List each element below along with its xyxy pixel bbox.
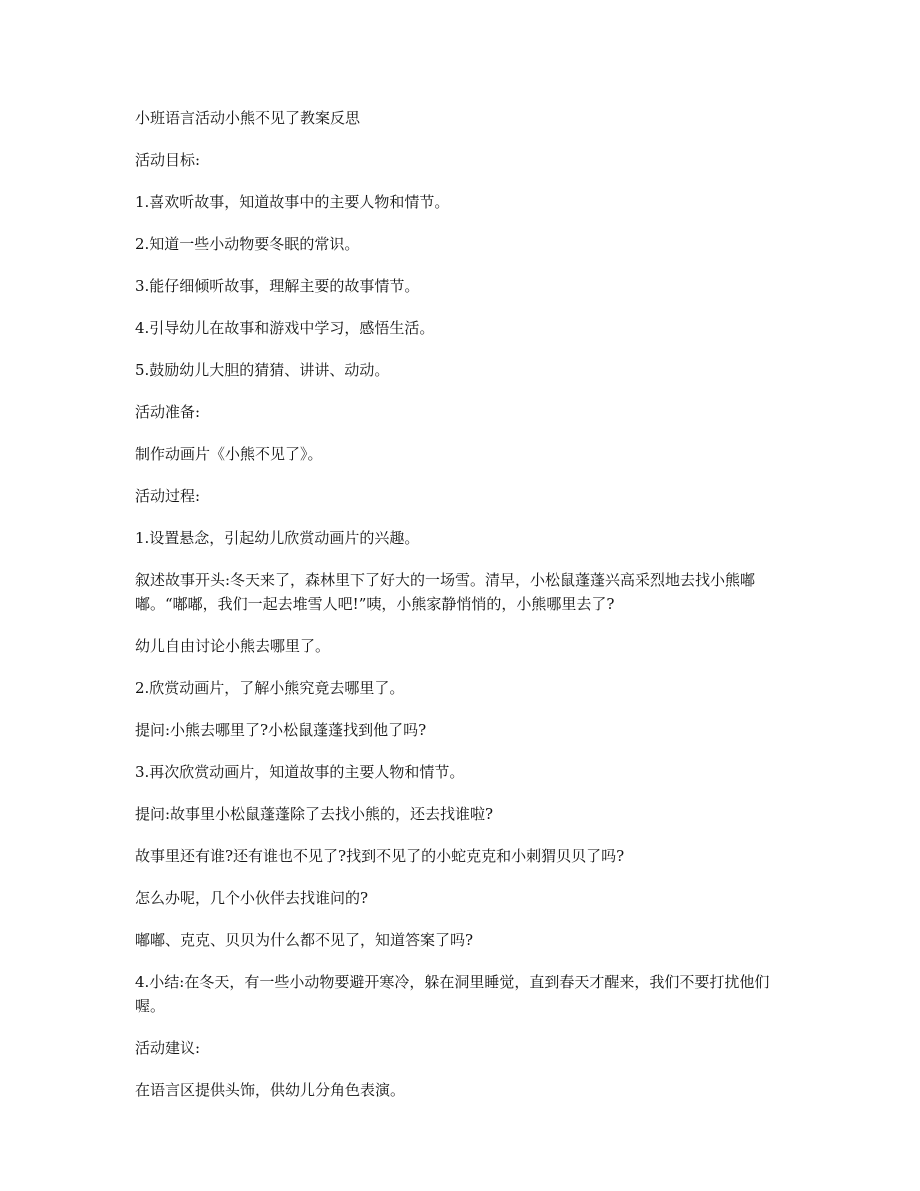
process-step-2: 2.欣赏动画片，了解小熊究竟去哪里了。 (135, 679, 405, 697)
process-step-3: 3.再次欣赏动画片，知道故事的主要人物和情节。 (135, 763, 465, 781)
question-5: 嘟嘟、克克、贝贝为什么都不见了，知道答案了吗? (135, 931, 474, 949)
section-heading-process: 活动过程: (135, 487, 201, 505)
question-1: 提问:小熊去哪里了?小松鼠蓬蓬找到他了吗? (135, 721, 427, 739)
document-title: 小班语言活动小熊不见了教案反思 (135, 109, 361, 127)
goal-item-2: 2.知道一些小动物要冬眠的常识。 (135, 235, 360, 253)
free-discussion: 幼儿自由讨论小熊去哪里了。 (135, 637, 331, 655)
goal-item-4: 4.引导幼儿在故事和游戏中学习，感悟生活。 (135, 319, 435, 337)
process-step-1: 1.设置悬念，引起幼儿欣赏动画片的兴趣。 (135, 529, 420, 547)
question-2: 提问:故事里小松鼠蓬蓬除了去找小熊的，还去找谁啦? (135, 805, 494, 823)
section-heading-goals: 活动目标: (135, 151, 201, 169)
section-heading-suggestions: 活动建议: (135, 1039, 201, 1057)
story-opening: 叙述故事开头:冬天来了，森林里下了好大的一场雪。清早，小松鼠蓬蓬兴高采烈地去找小熊嘟嘟。“嘟嘟，我们一起去堆雪人吧!”咦，小熊家静悄悄的，小熊哪里去了? (135, 571, 756, 613)
goal-item-1: 1.喜欢听故事，知道故事中的主要人物和情节。 (135, 193, 450, 211)
question-4: 怎么办呢，几个小伙伴去找谁问的? (135, 889, 369, 907)
suggestion-text: 在语言区提供头饰，供幼儿分角色表演。 (135, 1081, 406, 1099)
document-body (135, 106, 785, 1120)
goal-item-5: 5.鼓励幼儿大胆的猜猜、讲讲、动动。 (135, 361, 390, 379)
preparation-text: 制作动画片《小熊不见了》。 (135, 445, 323, 463)
section-heading-preparation: 活动准备: (135, 403, 201, 421)
question-3: 故事里还有谁?还有谁也不见了?找到不见了的小蛇克克和小刺猬贝贝了吗? (135, 847, 625, 865)
goal-item-3: 3.能仔细倾听故事，理解主要的故事情节。 (135, 277, 420, 295)
process-step-4-summary: 4.小结:在冬天，有一些小动物要避开寒冷，躲在洞里睡觉，直到春天才醒来，我们不要打扰他们喔。 (135, 973, 770, 1015)
